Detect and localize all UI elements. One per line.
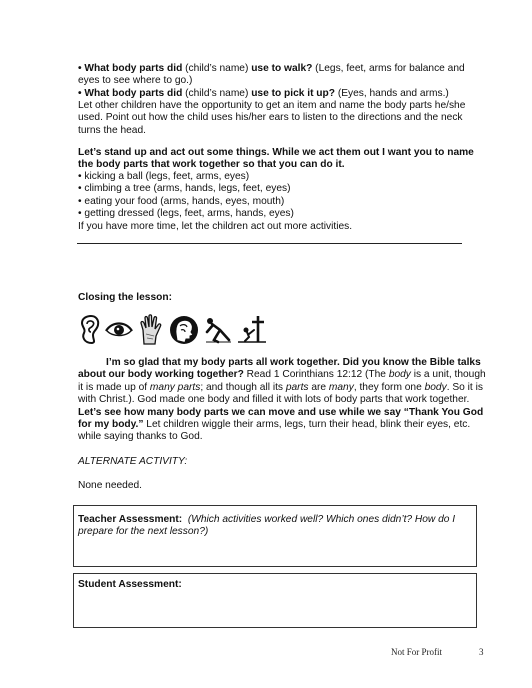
closing-bold-intro: I’m so glad that my body parts all work together. Did you know the Bible talks about our body working together? <box>78 357 481 381</box>
pick-answer: (Eyes, hands and arms.) <box>334 88 449 99</box>
closing-heading: Closing the lesson: <box>78 292 172 303</box>
list-item: • getting dressed (legs, feet, arms, hands, eyes) <box>78 208 294 220</box>
stretching-figure-icon <box>204 316 232 344</box>
ear-icon <box>78 315 100 345</box>
list-item: • eating your food (arms, hands, eyes, mouth) <box>78 195 285 207</box>
closing-italic: body <box>424 381 447 393</box>
other-children-text: Let other children have the opportunity to get an item and name the body parts he/she used. Point out how the child uses his/her ears to listen to the directions and the neck turns the head. <box>78 100 466 136</box>
closing-text: are <box>308 381 329 393</box>
eye-icon <box>104 319 134 341</box>
closing-text: Read 1 Corinthians 12:12 (The <box>243 369 389 381</box>
more-time-text: If you have more time, let the children act out more activities. <box>78 220 353 232</box>
list-item: • kicking a ball (legs, feet, arms, eyes) <box>78 171 250 182</box>
alternate-activity-label: ALTERNATE ACTIVITY: <box>78 456 188 467</box>
walk-name: (child’s name) <box>182 63 252 74</box>
act-out-list <box>78 171 480 233</box>
walk-question <box>78 63 480 88</box>
teacher-assessment-prompt: (Which activities worked well? Which ones didn’t? How do I prepare for the next lesson?) <box>78 514 456 538</box>
walk-lead: • What body parts did <box>78 63 183 74</box>
teacher-assessment-label: Teacher Assessment: <box>78 514 183 525</box>
head-profile-icon <box>168 314 200 346</box>
teacher-assessment-text <box>78 514 472 539</box>
kneeling-at-cross-icon <box>236 314 268 346</box>
closing-text: ; and though all its <box>200 381 286 393</box>
pick-question <box>78 88 480 100</box>
page-number: 3 <box>479 647 484 657</box>
walk-bold: use to walk? <box>251 63 313 74</box>
pick-name: (child’s name) <box>182 88 252 99</box>
closing-italic: parts <box>285 381 309 393</box>
walk-answer: (Legs, feet, arms for balance and eyes to see where to go.) <box>78 63 465 87</box>
student-assessment-box[interactable] <box>73 573 477 628</box>
closing-bold-prayer: Let’s see how many body parts we can move and use while we say “Thank You God for my body.” <box>78 406 484 431</box>
closing-text: , they form one <box>353 381 425 393</box>
pick-lead: • What body parts did <box>78 88 183 99</box>
closing-text: Let children wiggle their arms, legs, turn their head, blink their eyes, etc. while saying thanks to God. <box>78 419 471 443</box>
pick-bold: use to pick it up? <box>251 88 335 99</box>
act-out-heading: Let’s stand up and act out some things. While we act them out I want you to name the body parts that work together so that you can do it. <box>78 147 474 171</box>
closing-italic: many parts <box>149 381 201 393</box>
closing-text: . So it is with Christ.). God made one body and filled it with lots of body parts that work together. <box>78 381 483 406</box>
closing-text: is a unit, though it is made up of <box>78 369 486 393</box>
closing-paragraph <box>78 357 486 444</box>
teacher-assessment-box[interactable] <box>73 505 477 567</box>
section-divider <box>77 243 462 244</box>
list-item: • climbing a tree (arms, hands, legs, feet, eyes) <box>78 183 291 195</box>
hand-icon <box>138 314 164 346</box>
clipart-row <box>78 314 268 346</box>
closing-italic: many <box>328 381 354 393</box>
footer-note: Not For Profit <box>391 647 443 657</box>
student-assessment-label: Student Assessment: <box>78 579 182 590</box>
closing-italic: body <box>388 369 411 381</box>
alternate-activity-value: None needed. <box>78 480 143 491</box>
